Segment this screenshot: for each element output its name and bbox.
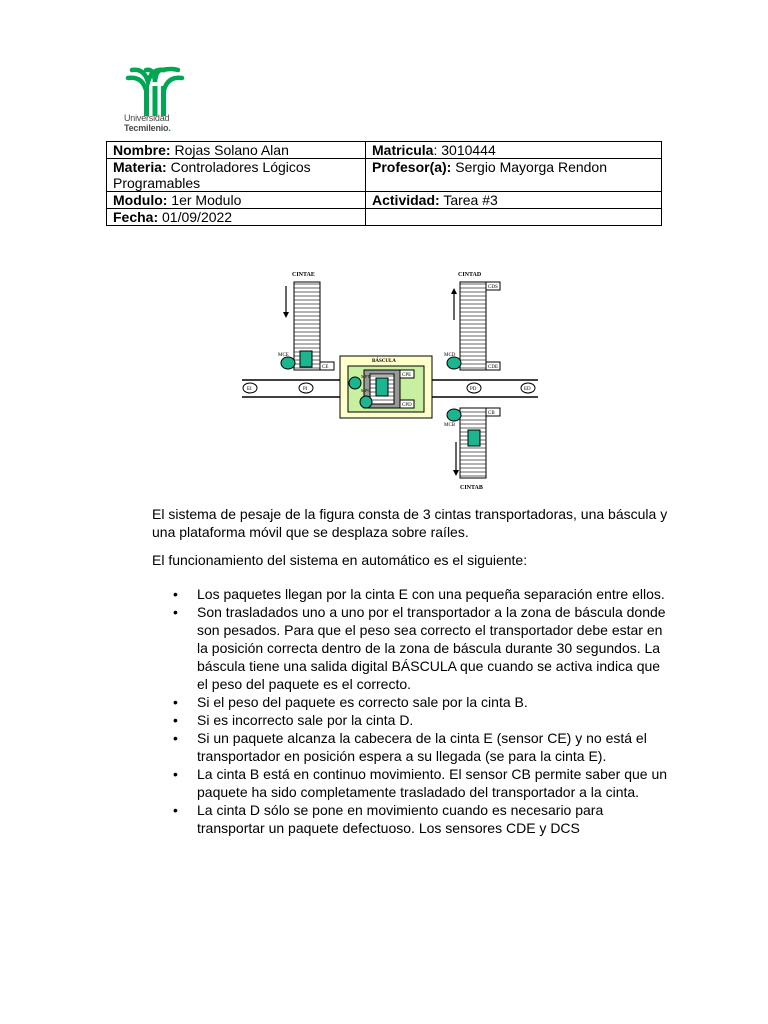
transporter-package [376,378,388,396]
list-item: • Si el peso del paquete es correcto sale por la cinta B. [197,693,672,711]
header-row [107,159,662,192]
operation-list [152,585,672,837]
cinta-b-label: CINTAB [460,485,483,491]
fecha-cell [107,209,366,226]
matricula-label: Matricula [372,142,434,158]
profesor-cell [366,159,662,192]
mcd-label: MCD [444,353,456,358]
profesor-value: Sergio Mayorga Rendon [451,159,608,175]
university-logo-text [124,113,171,133]
mpt-motor-icon [349,377,361,389]
empty-cell [366,209,662,226]
header-table [106,141,662,226]
cinta-d-arrowhead-icon [451,288,457,294]
mcd-motor-icon [447,357,461,369]
list-item: • Si un paquete alcanza la cabecera de la cinta E (sensor CE) y no está el transportador en posición espera a su llegada (se para la cinta E). [197,729,672,765]
modulo-label: Modulo: [113,192,168,208]
matricula-value: : 3010444 [433,142,496,158]
bascula-label: BÁSCULA [372,359,396,364]
logo-dot: . [168,123,171,133]
mcb-motor-icon [447,409,461,421]
operation-paragraph: El funcionamiento del sistema en automático es el siguiente: [152,552,528,568]
list-item: • Si es incorrecto sale por la cinta D. [197,711,672,729]
fecha-value: 01/09/2022 [158,209,233,225]
list-item: • La cinta B está en continuo movimiento. El sensor CB permite saber que un paquete ha sido completamente trasladado del transportador a la cinta. [197,765,672,801]
logo-line-1: Universidad [124,113,170,123]
mpc-motor-icon [360,396,372,408]
actividad-cell [366,192,662,209]
mpc-label: MPC [361,388,371,393]
fecha-label: Fecha: [113,209,159,225]
modulo-cell [107,192,366,209]
materia-value: Controladores Lógicos Programables [113,159,311,191]
cds-label: CDS [488,285,498,290]
header-row [107,142,662,159]
cinta-e-label: CINTAE [292,272,315,278]
mce-label: MCE [278,353,289,358]
list-item: • Son trasladados uno a uno por el transportador a la zona de báscula donde son pesados. Para que el peso sea correcto el transportador debe estar en la posición correcta dentro de la zona de báscula durante 30 segundos. La báscula tiene una salida digital BÁSCULA que cuando se activa indica que el peso del paquete es el correcto. [197,603,672,693]
pi-label: PI [303,387,308,392]
cinta-e-package [300,351,312,367]
list-item: • Los paquetes llegan por la cinta E con una pequeña separación entre ellos. [197,585,672,603]
actividad-label: Actividad: [372,192,440,208]
pd-label: PD [470,387,477,392]
name-label: Nombre: [113,142,171,158]
intro-paragraph: El sistema de pesaje de la figura consta de 3 cintas transportadoras, una báscula y una plataforma móvil que se desplaza sobre raíles. [152,506,668,540]
mcb-label: MCB [444,423,456,428]
materia-cell [107,159,366,192]
document-body [152,505,672,837]
materia-label: Materia: [113,159,167,175]
cinta-e-arrowhead-icon [283,312,289,318]
actividad-value: Tarea #3 [439,192,498,208]
mpt-label: MPT [361,374,371,379]
name-value: Rojas Solano Alan [170,142,289,158]
ei-label: EI [247,387,252,392]
ed-label: ED [524,387,531,392]
cinta-d-label: CINTAD [458,272,482,278]
mce-motor-icon [281,357,295,369]
cinta-b-arrowhead-icon [453,470,459,476]
logo-line-2-text: Tecmilenio [124,123,169,133]
cde-label: CDE [488,365,498,370]
list-item: • La cinta D sólo se pone en movimiento cuando es necesario para transportar un paquete defectuoso. Los sensores CDE y DCS [197,801,672,837]
cpe-label: CPE [402,373,412,378]
cinta-d-belt [460,282,486,370]
header-row [107,209,662,226]
header-row [107,192,662,209]
cinta-b-package [468,430,480,446]
cb-label: CB [488,411,495,416]
logo-line-2 [124,123,171,133]
weighing-system-diagram [240,266,540,496]
modulo-value: 1er Modulo [167,192,242,208]
ce-sensor-label: CE [322,365,329,370]
profesor-label: Profesor(a): [372,159,452,175]
name-cell [107,142,366,159]
matricula-cell [366,142,662,159]
cpd-label: CPD [402,403,412,408]
